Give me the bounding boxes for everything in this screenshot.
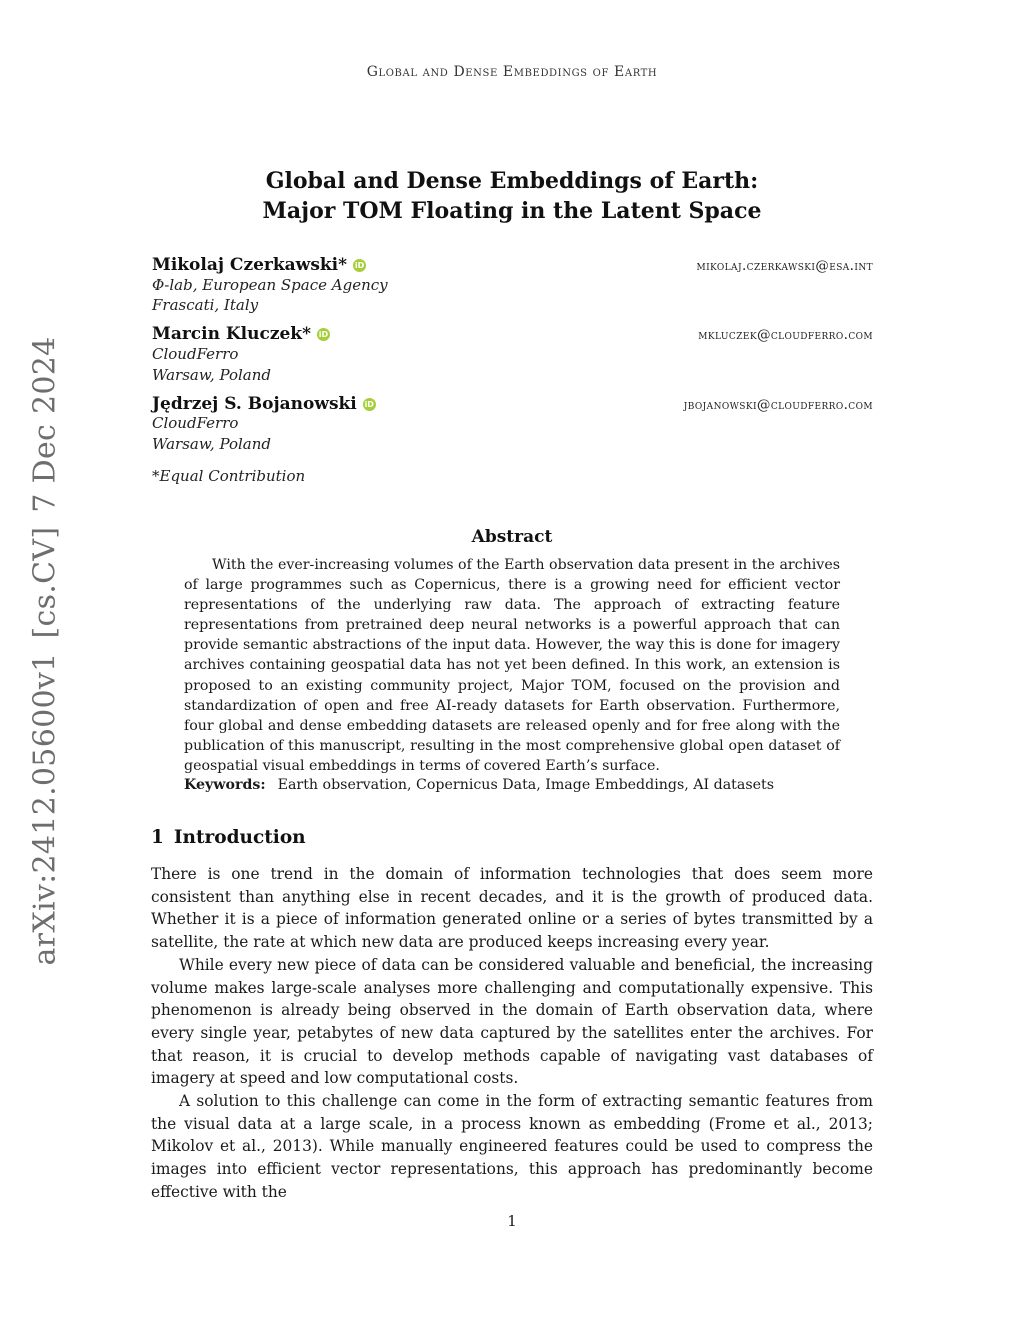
author-location-3: Warsaw, Poland (152, 435, 271, 453)
author-location-1: Frascati, Italy (152, 296, 259, 314)
paragraph: A solution to this challenge can come in the form of extracting semantic features from the visual data at a large scale, in a process known as embedding (Frome et al., 2013; Mikolov et al., 2013). While manually engineered features could be used to compress the images into efficient vector representations, this approach has predominantly become effective with the (151, 1092, 873, 1201)
arxiv-id: arXiv:2412.05600v1 (27, 652, 63, 966)
arxiv-date: 7 Dec 2024 (27, 336, 63, 513)
author-name-1: Mikolaj Czerkawski* iD (152, 255, 365, 275)
arxiv-watermark (28, 323, 63, 966)
abstract-text: With the ever-increasing volumes of the Earth observation data present in the archives of large programmes such as Copernicus, there is a growing need for efficient vector representations of the underlying raw data. The approach of extracting feature representations from pretrained deep neural networks is a powerful approach that can provide semantic abstractions of the input data. However, the way this is done for imagery archives containing geospatial data has not yet been defined. In this work, an extension is proposed to an existing community project, Major TOM, focused on the provision and standardization of open and free AI-ready datasets for Earth observation. Furthermore, four global and dense embedding datasets are released openly and for free along with the publication of this manuscript, resulting in the most comprehensive global open dataset of geospatial visual embeddings in terms of covered Earth’s surface. (184, 557, 840, 774)
orcid-icon[interactable]: iD (364, 400, 374, 409)
paragraph: There is one trend in the domain of information technologies that does seem more consistent than anything else in recent decades, and it is the growth of produced data. Whether it is a piece of information generated online or a series of bytes transmitted by a satellite, the rate at which new data are produced keeps increasing every year. (151, 865, 873, 952)
keywords-label: Keywords: (184, 777, 266, 793)
keywords (184, 777, 774, 793)
author-email-2: mkluczek@cloudferro.com (698, 327, 873, 343)
arxiv-category: [cs.CV] (27, 526, 63, 639)
paper-title-line-1: Global and Dense Embeddings of Earth: (265, 168, 759, 194)
author-name-2: Marcin Kluczek* iD (152, 324, 329, 344)
equal-contribution-note: *Equal Contribution (152, 467, 306, 485)
keywords-list: Earth observation, Copernicus Data, Image Embeddings, AI datasets (277, 777, 774, 793)
section-heading-introduction (151, 827, 306, 848)
author-name-3: Jędrzej S. Bojanowski iD (152, 394, 374, 414)
author-affiliation-3: CloudFerro (152, 414, 239, 432)
author-affiliation-2: CloudFerro (152, 345, 239, 363)
section-number: 1 (151, 827, 164, 848)
orcid-icon[interactable]: iD (354, 261, 365, 270)
author-email-1: mikolaj.czerkawski@esa.int (696, 258, 873, 274)
author-email-3: jbojanowski@cloudferro.com (683, 397, 873, 413)
abstract-body (184, 555, 840, 776)
abstract-heading: Abstract (471, 527, 553, 547)
paper-title-line-2: Major TOM Floating in the Latent Space (262, 198, 762, 224)
author-affiliation-1: Φ-lab, European Space Agency (152, 276, 388, 294)
running-header: Global and Dense Embeddings of Earth (366, 64, 658, 80)
paragraph: While every new piece of data can be considered valuable and beneficial, the increasing volume makes large-scale analyses more challenging and computationally expensive. This phenomenon is already being observed in the domain of Earth observation data, where every single year, petabytes of new data captured by the satellites enter the archives. For that reason, it is crucial to develop methods capable of navigating vast databases of imagery at speed and low computational costs. (151, 955, 873, 1088)
page-number: 1 (507, 1212, 517, 1230)
section-title: Introduction (173, 827, 306, 848)
introduction-body (151, 863, 873, 1204)
orcid-icon[interactable]: iD (318, 330, 329, 339)
author-location-2: Warsaw, Poland (152, 366, 271, 384)
